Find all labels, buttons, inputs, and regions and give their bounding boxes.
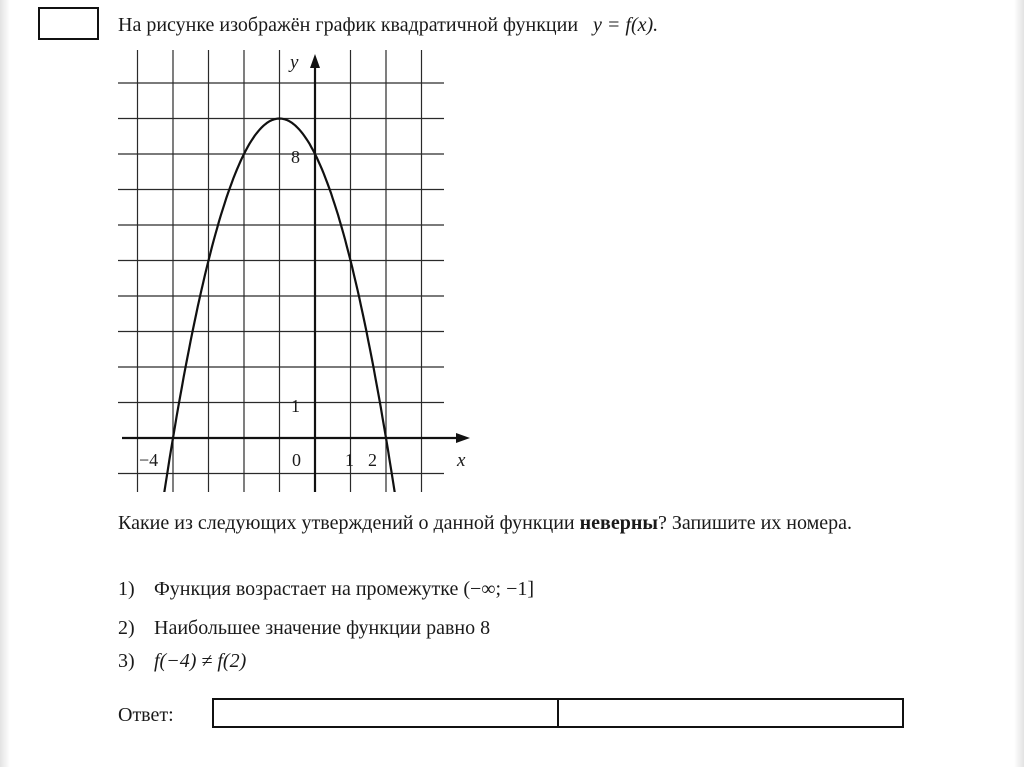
option-1-number: 1) xyxy=(118,578,135,600)
question-text-part1: Какие из следующих утверждений о данной функции xyxy=(118,512,580,534)
option-1-text: Функция возрастает на промежутке (−∞; −1] xyxy=(154,578,535,600)
option-2 xyxy=(118,617,490,640)
tick-label-y-1: 1 xyxy=(291,396,300,416)
question-text-part2: ? Запишите их номера. xyxy=(657,512,853,534)
grid-lines xyxy=(118,50,444,492)
tick-label-x-2: 2 xyxy=(368,450,377,470)
task-title-formula: y = f(x). xyxy=(593,14,659,36)
x-axis-label: x xyxy=(457,450,466,471)
option-3-text: f(−4) ≠ f(2) xyxy=(154,650,247,672)
y-axis-arrow xyxy=(310,54,320,68)
origin-label: 0 xyxy=(292,450,301,470)
task-title-text: На рисунке изображён график квадратичной функции xyxy=(118,14,579,36)
question-text xyxy=(118,510,918,536)
tick-label-x-1: 1 xyxy=(345,450,354,470)
tick-label-y-8: 8 xyxy=(291,147,300,167)
tick-label-x-neg4: −4 xyxy=(139,450,159,470)
y-axis-label: y xyxy=(290,52,299,73)
answer-cell-1[interactable] xyxy=(214,700,557,726)
x-axis-arrow xyxy=(456,433,470,443)
answer-table xyxy=(212,698,904,728)
question-text-bold: неверны xyxy=(579,512,658,534)
option-3 xyxy=(118,650,246,673)
answer-cell-2[interactable] xyxy=(557,700,902,726)
option-3-number: 3) xyxy=(118,650,135,672)
answer-label: Ответ: xyxy=(118,704,174,726)
option-2-number: 2) xyxy=(118,617,135,639)
option-2-text: Наибольшее значение функции равно 8 xyxy=(154,617,491,639)
option-1 xyxy=(118,578,534,601)
